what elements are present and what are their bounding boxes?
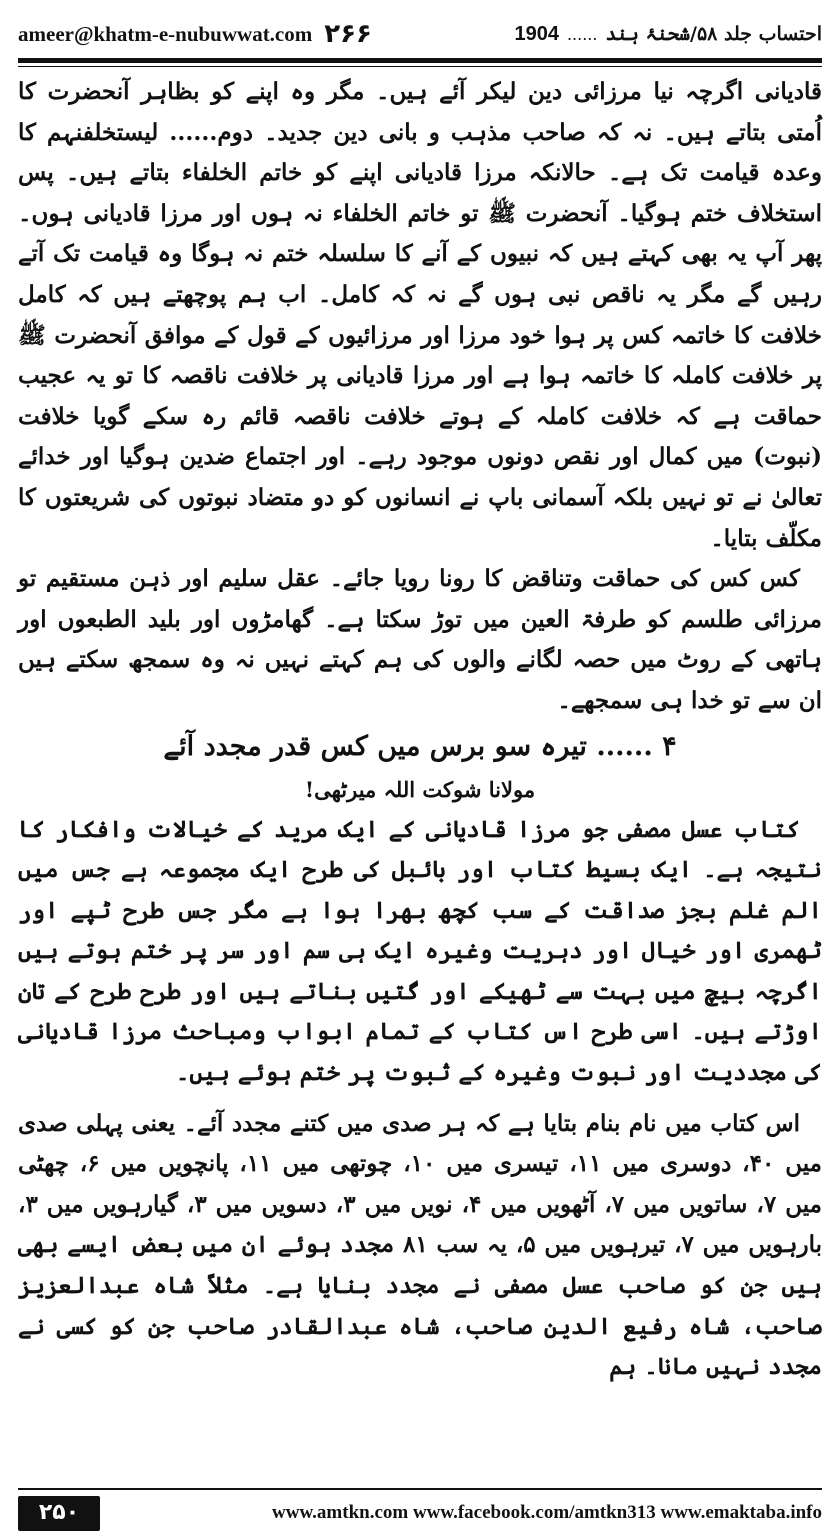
footer-page-number: ۲۵۰: [18, 1496, 100, 1531]
header-rule: [18, 58, 822, 63]
footer-urls[interactable]: www.amtkn.com www.facebook.com/amtkn313 www.emaktaba.info: [272, 1502, 822, 1523]
paragraph-2: کس کس کی حماقت وتناقض کا رونا رویا جائے۔ عقل سلیم اور ذہن مستقیم تو مرزائی طلسم کو طرفۃ العین میں توڑ سکتا ہے۔ گھامڑوں اور بلید الطبعوں اور ہاتھی کے روٹ میں حصہ لگانے والوں کی ہم کہتے نہیں نہ وہ سمجھ سکتے ہیں ان سے تو خدا ہی سمجھے۔: [18, 565, 822, 714]
header-left: [18, 19, 372, 49]
header-page-number: ۲۶۶: [324, 19, 372, 49]
header-year: 1904: [514, 22, 559, 45]
header-email[interactable]: ameer@khatm-e-nubuwwat.com: [18, 21, 313, 46]
header-dots: ......: [566, 24, 598, 44]
header-rule-thin: [18, 66, 822, 67]
header-right: [514, 23, 822, 46]
section-heading: ۴ ...... تیرہ سو برس میں کس قدر مجدد آئے: [163, 730, 677, 762]
section-author: مولانا شوکت اللہ میرٹھی!: [304, 776, 536, 802]
footer-rule: [18, 1488, 822, 1490]
page-body: [18, 72, 822, 1388]
paragraph-1: قادیانی اگرچہ نیا مرزائی دین لیکر آئے ہیں۔ مگر وہ اپنے کو بظاہر آنحضرت کا اُمتی بتاتے ہیں۔ نہ کہ صاحب مذہب و بانی دین جدید۔ دوم...... لیستخلفنہم کا وعدہ قیامت تک ہے۔ حالانکہ مرزا قادیانی اپنے کو خاتم الخلفاء بتاتے ہیں۔ پس استخلاف ختم ہوگیا۔ آنحضرت ﷺ تو خاتم الخلفاء نہ ہوں اور مرزا قادیانی ہوں۔ پھر آپ یہ بھی کہتے ہیں کہ نبیوں کے آنے کا سلسلہ ختم نہ ہوگا وہ قیامت تک آتے رہیں گے مگر یہ ناقص نبی ہوں گے نہ کہ کامل۔ اب ہم پوچھتے ہیں کہ کامل خلافت کا خاتمہ کس پر ہوا خود مرزا اور مرزائیوں کے قول کے موافق آنحضرت ﷺ پر خلافت کاملہ کا خاتمہ ہوا ہے اور مرزا قادیانی پر خلافت ناقصہ کا تو یہ عجیب حماقت ہے کہ خلافت کاملہ کے ہوتے خلافت ناقصہ قائم رہ سکے گویا خلافت (نبوت) میں کمال اور نقص دونوں موجود رہے۔ اور اجتماع ضدین ہوگیا اور خدائے تعالیٰ نے تو نہیں بلکہ آسمانی باپ نے انسانوں کو دو متضاد نبوتوں کی شریعتوں کا مکلّف بتایا۔: [18, 78, 822, 552]
page-footer: [18, 1492, 822, 1534]
paragraph-4: اس کتاب میں نام بنام بتایا ہے کہ ہر صدی میں کتنے مجدد آئے۔ یعنی پہلی صدی میں ۴۰، دوسری میں ۱۱، تیسری میں ۱۰، چوتھی میں ۱۱، پانچویں میں ۶، چھٹی میں ۷، ساتویں میں ۷، آٹھویں میں ۴، نویں میں ۳، دسویں میں ۳، گیارہویں میں ۳، بارہویں میں ۷، تیرہویں میں ۵، یہ سب ۸۱ مجدد ہوئے ان میں بعض ایسے بھی ہیں جن کو صاحب عسل مصفی نے مجدد بنایا ہے۔ مثلاً شاہ عبدالعزیز صاحب، شاہ رفیع الدین صاحب، شاہ عبدالقادر صاحب جن کو کسی نے مجدد نہیں مانا۔ ہم: [18, 1109, 822, 1381]
page-header: [18, 14, 822, 54]
header-title: احتساب جلد ۵۸/شحنۂ ہند: [605, 23, 822, 45]
paragraph-3: کتاب عسل مصفی جو مرزا قادیانی کے ایک مرید کے خیالات وافکار کا نتیجہ ہے۔ ایک بسیط کتاب اور بائبل کی طرح ایک مجموعہ ہے جس میں الم غلم بجز صداقت کے سب کچھ بھرا ہوا ہے مگر جس طرح ٹپے اور ٹھمری اور خیال اور دہریت وغیرہ ایک ہی سم اور سر پر ختم ہوتے ہیں اگرچہ بیچ میں بہت سے ٹھیکے اور گتیں بناتے ہیں اور طرح طرح کے تان اوڑتے ہیں۔ اسی طرح اس کتاب کے تمام ابواب ومباحث مرزا قادیانی کی مجددیت اور نبوت وغیرہ کے ثبوت پر ختم ہوئے ہیں۔: [18, 815, 822, 1087]
